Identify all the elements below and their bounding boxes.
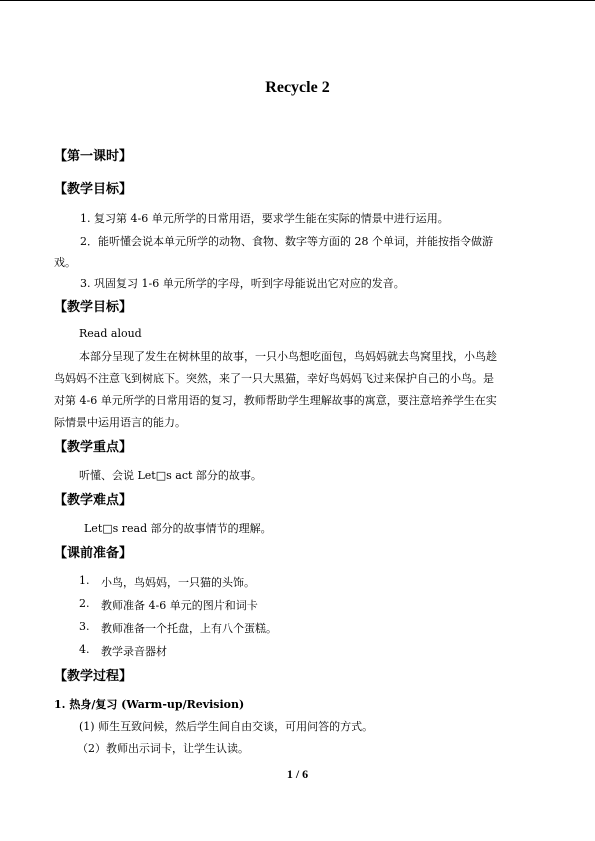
goal-item-2-cont: 戏。	[54, 256, 76, 269]
goal-item-1: 1. 复习第 4-6 单元所学的日常用语，要求学生能在实际的情景中进行运用。	[80, 212, 449, 225]
paragraph-line: 鸟妈妈不注意飞到树底下。突然，来了一只大黑猫，幸好鸟妈妈飞过来保护自己的小鸟。是	[54, 372, 494, 385]
step1-heading: 1. 热身/复习 (Warm-up/Revision)	[54, 698, 245, 711]
section-heading-process: 【教学过程】	[54, 669, 133, 684]
prep-item-text: 教学录音器材	[101, 645, 167, 658]
prep-item-number: 3.	[79, 620, 90, 633]
paragraph-line: 际情景中运用语言的能力。	[54, 416, 186, 429]
section-heading-difficult: 【教学难点】	[54, 493, 133, 508]
goal-item-2: 2．能听懂会说本单元所学的动物、食物、数字等方面的 28 个单词，并能按指令做游	[80, 235, 493, 248]
prep-item-text: 教师准备 4-6 单元的图片和词卡	[101, 599, 258, 612]
prep-item-text: 教师准备一个托盘，上有八个蛋糕。	[101, 622, 277, 635]
section-heading-goals-1: 【教学目标】	[54, 182, 133, 197]
step1-item-2: （2）教师出示词卡，让学生认读。	[77, 742, 249, 755]
section-heading-prep: 【课前准备】	[54, 546, 133, 561]
prep-item-number: 1.	[79, 574, 90, 587]
header-rule	[0, 0, 595, 1]
read-aloud-label: Read aloud	[79, 327, 142, 340]
document-title: Recycle 2	[265, 79, 330, 96]
paragraph-line: 本部分呈现了发生在树林里的故事，一只小鸟想吃面包，鸟妈妈就去鸟窝里找，小鸟趁	[79, 350, 497, 363]
key-point-text: 听懂、会说 Let□s act 部分的故事。	[79, 469, 262, 482]
paragraph-line: 对第 4-6 单元所学的日常用语的复习，教师帮助学生理解故事的寓意，要注意培养学生在实	[54, 394, 497, 407]
prep-item-number: 4.	[79, 643, 90, 656]
page-number: 1 / 6	[286, 767, 309, 781]
section-heading-lesson1: 【第一课时】	[54, 149, 133, 164]
prep-item-number: 2.	[79, 597, 90, 610]
step1-item-1: (1) 师生互致问候，然后学生间自由交谈，可用问答的方式。	[79, 720, 374, 733]
prep-item-text: 小鸟，鸟妈妈，一只猫的头饰。	[101, 576, 255, 589]
difficult-point-text: Let□s read 部分的故事情节的理解。	[84, 522, 272, 535]
section-heading-key: 【教学重点】	[54, 440, 133, 455]
section-heading-goals-2: 【教学目标】	[54, 300, 133, 315]
goal-item-3: 3. 巩固复习 1-6 单元所学的字母，听到字母能说出它对应的发音。	[80, 277, 405, 290]
